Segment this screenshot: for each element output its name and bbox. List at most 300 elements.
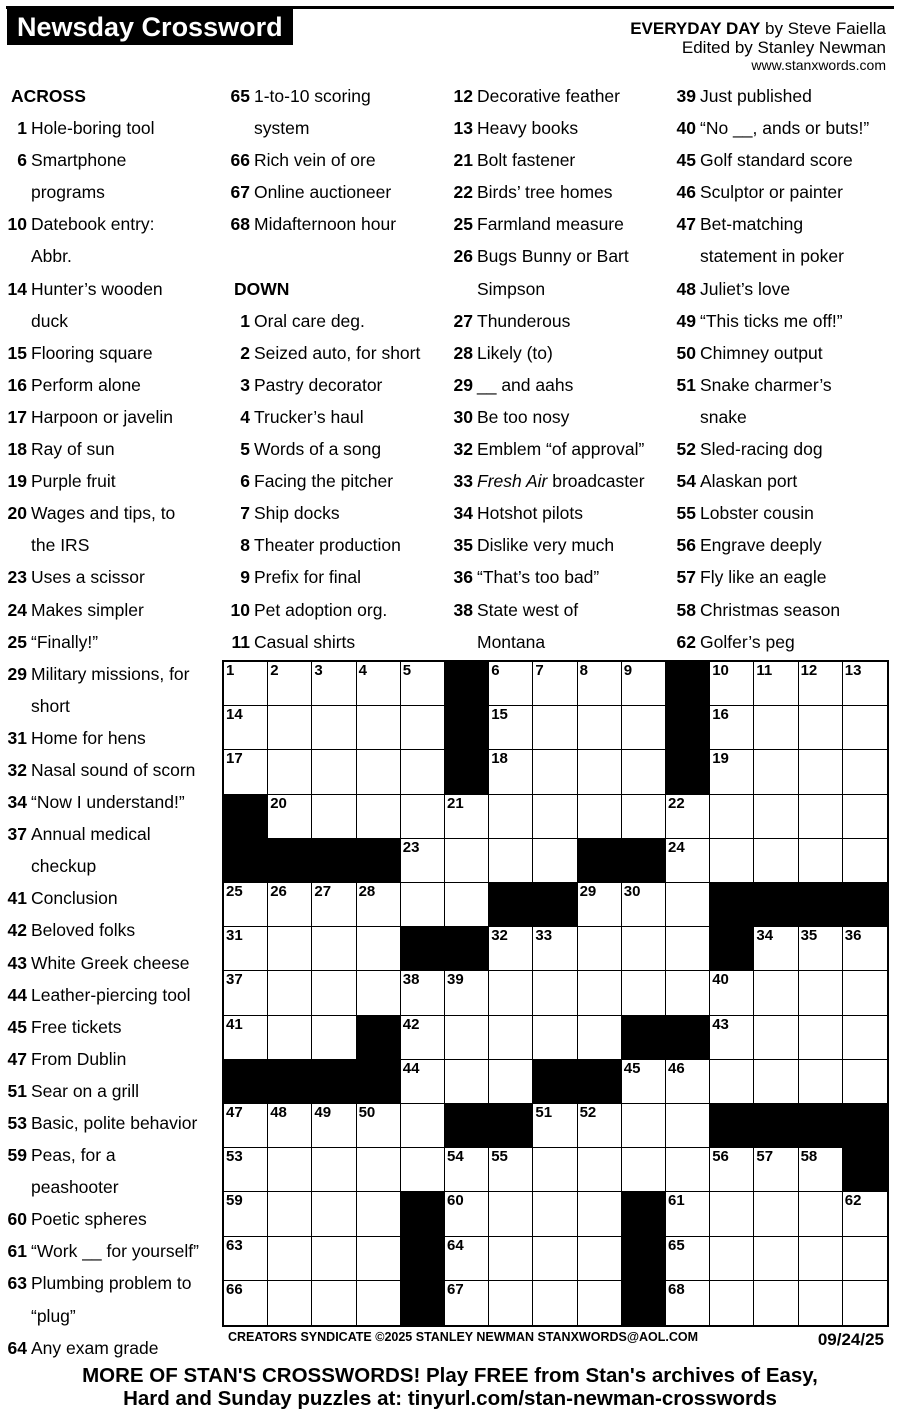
grid-cell[interactable] [843,1192,887,1236]
grid-cell[interactable] [489,795,533,839]
cell-number: 15 [491,706,508,724]
grid-cell[interactable] [578,795,622,839]
clue-text: Beloved folks [31,920,136,941]
grid-cell[interactable] [445,1281,489,1325]
grid-cell[interactable] [622,971,666,1015]
grid-block [666,662,710,706]
grid-cell[interactable] [489,971,533,1015]
grid-cell[interactable] [401,839,445,883]
grid-cell[interactable] [578,1104,622,1148]
grid-cell[interactable] [312,927,356,971]
grid-cell[interactable] [268,883,312,927]
grid-cell[interactable] [224,1237,268,1281]
clue-continuation [674,240,896,272]
grid-cell[interactable] [710,1237,754,1281]
grid-cell[interactable] [710,662,754,706]
grid-cell[interactable] [445,1060,489,1104]
grid-cell[interactable] [754,927,798,971]
grid-cell[interactable] [578,706,622,750]
grid-cell[interactable] [357,1104,401,1148]
clue-text: peashooter [31,1177,119,1198]
grid-cell[interactable] [622,1060,666,1104]
grid-cell[interactable] [224,706,268,750]
grid-cell[interactable] [401,795,445,839]
grid-cell[interactable] [799,1148,843,1192]
grid-cell[interactable] [357,1281,401,1325]
grid-cell[interactable] [578,971,622,1015]
clue-number: 22 [453,182,473,203]
cell-number: 31 [226,927,243,945]
grid-cell[interactable] [224,1148,268,1192]
clue-number: 33 [453,471,473,492]
clue-item [5,1011,220,1043]
grid-cell[interactable] [533,1148,577,1192]
grid-cell[interactable] [312,971,356,1015]
grid-block [710,883,754,927]
grid-cell[interactable] [489,1281,533,1325]
clue-number: 34 [7,792,27,813]
grid-block [666,706,710,750]
clue-number: 51 [676,374,696,395]
clue-text: Simpson [477,278,546,299]
grid-cell[interactable] [799,1016,843,1060]
clue-number: 11 [231,631,250,652]
grid-cell[interactable] [666,883,710,927]
grid-cell[interactable] [268,795,312,839]
clue-text: Decorative feather [477,86,620,106]
grid-cell[interactable] [710,1148,754,1192]
grid-cell[interactable] [312,1148,356,1192]
clue-item [228,144,443,176]
grid-cell[interactable] [710,1060,754,1104]
grid-block [312,839,356,883]
clue-text: “Finally!” [31,631,99,652]
clue-text: Conclusion [31,888,118,909]
cell-number: 22 [668,794,685,812]
grid-cell[interactable] [533,971,577,1015]
across-heading: ACROSS [11,86,86,106]
grid-cell[interactable] [843,1281,887,1325]
grid-cell[interactable] [666,1281,710,1325]
grid-cell[interactable] [357,662,401,706]
grid-cell[interactable] [268,706,312,750]
editor: Edited by Stanley Newman [681,38,886,57]
grid-cell[interactable] [489,706,533,750]
grid-cell[interactable] [533,750,577,794]
grid-cell[interactable] [268,1237,312,1281]
grid-cell[interactable] [401,662,445,706]
grid-cell[interactable] [224,1016,268,1060]
clue-continuation [5,176,220,208]
grid-cell[interactable] [754,750,798,794]
grid-cell[interactable] [489,1192,533,1236]
clue-text: “No __, ands or buts!” [700,118,870,139]
grid-cell[interactable] [357,1148,401,1192]
clue-item [5,401,220,433]
grid-cell[interactable] [578,1016,622,1060]
grid-cell[interactable] [578,927,622,971]
clue-continuation [451,273,666,305]
clue-number: 41 [7,888,27,909]
grid-cell[interactable] [799,1237,843,1281]
grid-cell[interactable] [843,1237,887,1281]
clue-continuation [5,690,220,722]
grid-cell[interactable] [666,971,710,1015]
clue-item [5,722,220,754]
grid-cell[interactable] [799,1060,843,1104]
grid-cell[interactable] [268,750,312,794]
grid-cell[interactable] [312,750,356,794]
grid-cell[interactable] [357,706,401,750]
grid-block [224,1060,268,1104]
grid-cell[interactable] [666,1237,710,1281]
grid-cell[interactable] [401,1060,445,1104]
down-heading: DOWN [234,278,290,299]
grid-cell[interactable] [666,839,710,883]
clue-column-4 [674,80,896,658]
grid-cell[interactable] [268,662,312,706]
grid-block [710,927,754,971]
clue-number: 67 [230,182,250,203]
grid-cell[interactable] [710,706,754,750]
grid-cell[interactable] [578,1192,622,1236]
clue-item [674,369,896,401]
clue-text: Engrave deeply [700,535,822,556]
grid-cell[interactable] [268,927,312,971]
clue-item [228,176,443,208]
clue-number: 26 [453,246,473,267]
grid-cell[interactable] [224,750,268,794]
grid-cell[interactable] [401,750,445,794]
grid-cell[interactable] [710,795,754,839]
grid-cell[interactable] [533,706,577,750]
grid-cell[interactable] [578,750,622,794]
grid-cell[interactable] [710,1016,754,1060]
byline [630,19,886,73]
grid-cell[interactable] [445,971,489,1015]
clue-item [674,273,896,305]
grid-cell[interactable] [445,795,489,839]
grid-cell[interactable] [312,1016,356,1060]
grid-cell[interactable] [312,795,356,839]
grid-cell[interactable] [357,1237,401,1281]
clue-continuation [451,626,666,658]
grid-cell[interactable] [799,839,843,883]
clue-text: the IRS [31,535,90,556]
clue-item [451,497,666,529]
grid-cell[interactable] [622,883,666,927]
grid-cell[interactable] [666,1148,710,1192]
grid-cell[interactable] [224,1281,268,1325]
grid-cell[interactable] [754,839,798,883]
clue-text: Purple fruit [31,471,116,492]
grid-cell[interactable] [799,927,843,971]
grid-block [754,1104,798,1148]
grid-cell[interactable] [224,662,268,706]
grid-cell[interactable] [622,750,666,794]
grid-cell[interactable] [489,927,533,971]
grid-cell[interactable] [533,1104,577,1148]
grid-block [445,706,489,750]
grid-cell[interactable] [666,1192,710,1236]
grid-cell[interactable] [622,706,666,750]
grid-cell[interactable] [578,1281,622,1325]
grid-cell[interactable] [799,662,843,706]
grid-cell[interactable] [710,1192,754,1236]
clue-number: 45 [676,150,696,171]
clue-continuation [5,305,220,337]
clue-number: 2 [240,342,250,363]
grid-block [843,883,887,927]
clue-column-2 [228,80,443,658]
clue-text: Emblem “of approval” [477,439,645,460]
grid-cell[interactable] [754,971,798,1015]
clue-item [5,594,220,626]
clue-item [5,882,220,914]
grid-cell[interactable] [489,1237,533,1281]
clue-number: 54 [676,471,696,492]
clue-text: Bugs Bunny or Bart [477,246,629,267]
grid-cell[interactable] [754,706,798,750]
grid-cell[interactable] [710,1281,754,1325]
grid-cell[interactable] [843,750,887,794]
clue-number: 51 [7,1080,27,1101]
grid-cell[interactable] [622,795,666,839]
grid-cell[interactable] [799,971,843,1015]
grid-cell[interactable] [268,1281,312,1325]
grid-cell[interactable] [401,971,445,1015]
grid-cell[interactable] [710,750,754,794]
cell-number: 40 [712,971,729,989]
grid-cell[interactable] [489,839,533,883]
grid-cell[interactable] [312,1237,356,1281]
grid-cell[interactable] [799,1281,843,1325]
grid-cell[interactable] [754,795,798,839]
clue-number: 10 [7,214,27,235]
grid-cell[interactable] [622,662,666,706]
grid-cell[interactable] [666,795,710,839]
cell-number: 58 [800,1148,818,1166]
cell-number: 44 [402,1059,420,1077]
clue-item [674,337,896,369]
clue-item [5,947,220,979]
grid-cell[interactable] [533,1016,577,1060]
cell-number: 54 [447,1148,464,1166]
clue-item [5,1139,220,1171]
grid-cell[interactable] [489,1148,533,1192]
clue-text: Seized auto, for short [254,342,421,363]
grid-cell[interactable] [754,1281,798,1325]
grid-cell[interactable] [754,1237,798,1281]
grid-cell[interactable] [224,1192,268,1236]
grid-cell[interactable] [622,927,666,971]
grid-cell[interactable] [843,795,887,839]
grid-cell[interactable] [622,1148,666,1192]
grid-cell[interactable] [799,750,843,794]
cell-number: 8 [579,662,588,679]
grid-cell[interactable] [843,927,887,971]
grid-cell[interactable] [578,662,622,706]
clue-item [5,1203,220,1235]
grid-cell[interactable] [489,1016,533,1060]
grid-cell[interactable] [533,839,577,883]
grid-cell[interactable] [401,1104,445,1148]
grid-cell[interactable] [312,662,356,706]
cell-number: 27 [314,883,332,900]
grid-cell[interactable] [445,883,489,927]
grid-cell[interactable] [401,1148,445,1192]
grid-cell[interactable] [666,927,710,971]
grid-cell[interactable] [666,1060,710,1104]
grid-cell[interactable] [843,971,887,1015]
grid-cell[interactable] [533,1281,577,1325]
grid-cell[interactable] [843,706,887,750]
grid-cell[interactable] [357,750,401,794]
grid-cell[interactable] [357,795,401,839]
grid-cell[interactable] [710,971,754,1015]
clue-number: 29 [7,663,27,684]
grid-cell[interactable] [489,1060,533,1104]
clue-item [451,208,666,240]
cell-number: 3 [314,662,323,679]
grid-cell[interactable] [533,927,577,971]
grid-cell[interactable] [622,1104,666,1148]
grid-cell[interactable] [445,1148,489,1192]
grid-cell[interactable] [401,883,445,927]
clue-text: Trucker’s haul [254,406,364,427]
grid-cell[interactable] [445,839,489,883]
grid-cell[interactable] [578,1237,622,1281]
grid-cell[interactable] [312,1281,356,1325]
grid-cell[interactable] [754,662,798,706]
grid-cell[interactable] [533,1237,577,1281]
grid-cell[interactable] [357,1192,401,1236]
grid-cell[interactable] [754,1060,798,1104]
clue-item [228,305,443,337]
grid-cell[interactable] [666,1104,710,1148]
grid-cell[interactable] [268,1148,312,1192]
byline-line-1 [630,19,886,38]
grid-cell[interactable] [799,795,843,839]
grid-block [312,1060,356,1104]
grid-cell[interactable] [312,1192,356,1236]
clue-text: Wages and tips, to [31,503,176,524]
grid-cell[interactable] [578,883,622,927]
grid-cell[interactable] [401,706,445,750]
grid-cell[interactable] [268,971,312,1015]
promo-line-2: Hard and Sunday puzzles at: tinyurl.com/stan-newman-crosswords [123,1387,777,1410]
cell-number: 19 [712,750,729,768]
grid-cell[interactable] [843,1060,887,1104]
grid-cell[interactable] [533,662,577,706]
grid-block [622,839,666,883]
grid-cell[interactable] [224,1104,268,1148]
clue-item [674,561,896,593]
clue-item [674,176,896,208]
clue-item [5,497,220,529]
clue-text: Birds’ tree homes [477,182,613,203]
grid-cell[interactable] [268,1192,312,1236]
grid-cell[interactable] [401,1016,445,1060]
grid-cell[interactable] [445,1237,489,1281]
grid-block [533,883,577,927]
grid-cell[interactable] [533,1192,577,1236]
grid-cell[interactable] [754,1192,798,1236]
clue-text: Sculptor or painter [700,182,843,203]
clue-text: Abbr. [31,246,72,267]
grid-cell[interactable] [357,883,401,927]
clue-number: 31 [7,727,27,748]
clue-column-1 [5,80,220,1364]
cell-number: 10 [712,662,729,679]
cell-number: 28 [358,883,376,900]
clue-item [5,786,220,818]
grid-cell[interactable] [799,1192,843,1236]
grid-cell[interactable] [357,971,401,1015]
grid-block [357,839,401,883]
grid-cell[interactable] [312,883,356,927]
clue-text: Free tickets [31,1016,122,1037]
clue-text: Likely (to) [477,342,553,363]
grid-cell[interactable] [489,662,533,706]
grid-cell[interactable] [754,1016,798,1060]
grid-cell[interactable] [754,1148,798,1192]
website: www.stanxwords.com [751,57,886,73]
grid-block [533,1060,577,1104]
grid-cell[interactable] [445,1016,489,1060]
grid-cell[interactable] [224,971,268,1015]
clue-text: “Now I understand!” [31,792,185,813]
grid-cell[interactable] [312,1104,356,1148]
grid-cell[interactable] [843,662,887,706]
grid-cell[interactable] [312,706,356,750]
cell-number: 29 [579,883,597,900]
clue-number: 56 [676,535,696,556]
clue-number: 12 [453,86,473,106]
clue-item [228,561,443,593]
grid-block [489,1104,533,1148]
grid-cell[interactable] [578,1148,622,1192]
clue-number: 59 [7,1145,27,1166]
clue-number: 19 [7,471,27,492]
grid-cell[interactable] [843,839,887,883]
grid-cell[interactable] [268,1016,312,1060]
grid-cell[interactable] [533,795,577,839]
clue-text: Rich vein of ore [254,150,376,171]
grid-cell[interactable] [799,706,843,750]
clue-item [451,337,666,369]
clue-item [674,626,896,658]
grid-block [489,883,533,927]
clue-item [674,80,896,112]
grid-cell[interactable] [489,750,533,794]
clue-number: 17 [7,406,27,427]
grid-cell[interactable] [710,839,754,883]
grid-cell[interactable] [843,1016,887,1060]
grid-cell[interactable] [224,883,268,927]
grid-cell[interactable] [224,927,268,971]
cell-number: 2 [270,662,279,679]
grid-cell[interactable] [268,1104,312,1148]
clue-number: 47 [676,214,696,235]
grid-cell[interactable] [445,1192,489,1236]
clue-number: 6 [17,150,27,171]
clue-item [5,626,220,658]
grid-cell[interactable] [357,927,401,971]
cell-number: 57 [756,1148,774,1166]
clue-text: “That’s too bad” [477,567,600,588]
clue-text: Bet-matching [700,214,804,235]
